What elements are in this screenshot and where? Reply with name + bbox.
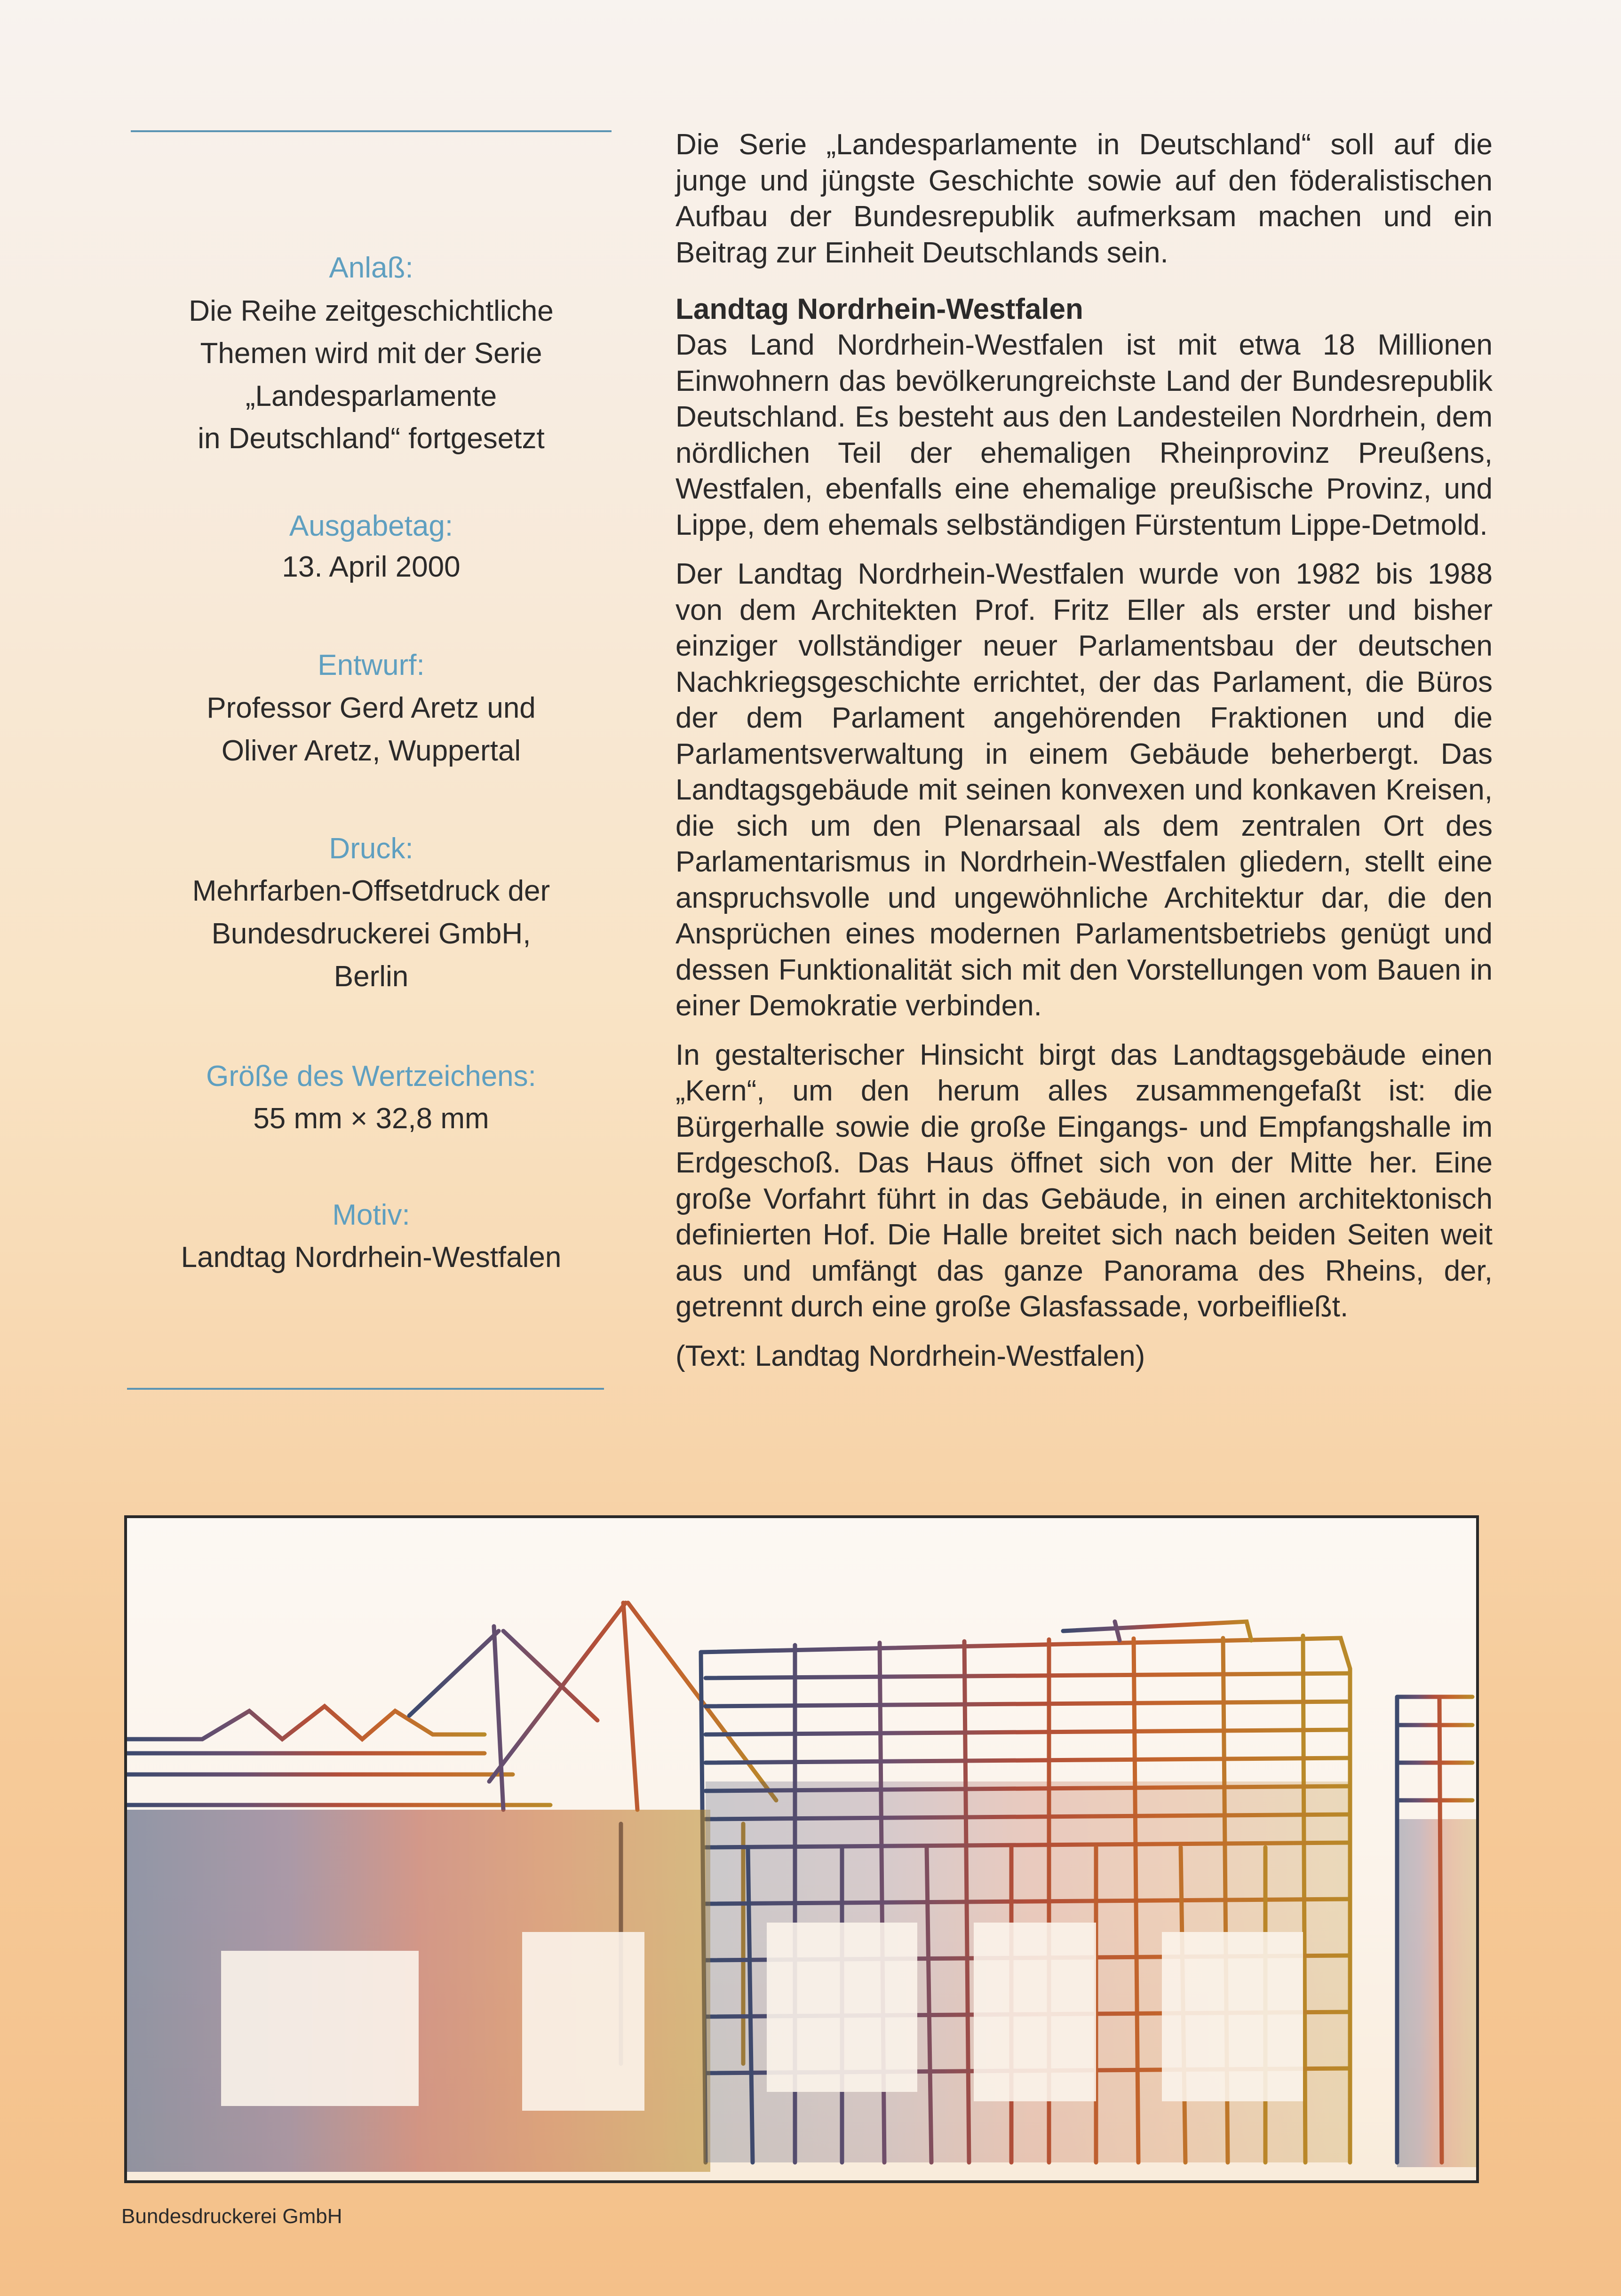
- paragraph-2: Der Landtag Nordrhein-Westfalen wurde von 1982 bis 1988 von dem Architekten Prof. Fritz Eller als erster und bisher einziger vollständiger neuer Parlamentsbau der deutschen Nachkriegsgeschichte errichtet, der das Parlament, die Büros der dem Parlament angehörenden Fraktionen und die Parlamentsverwaltung in einem Gebäude beherbergt. Das Landtagsgebäude mit seinen konvexen und konkaven Kreisen, die sich um den Plenarsaal als dem zentralen Ort des Parlamentarismus in Nordrhein-Westfalen gliedern, stellt eine anspruchsvolle und ungewöhnliche Architektur dar, die den Ansprüchen eines modernen Parlamentsbetriebs genügt und dessen Funktionalität sich mit den Vorstellungen vom Bauen in einer Demokratie verbinden.: [675, 558, 1493, 1022]
- stamp-motif-illustration: [124, 1515, 1479, 2183]
- occasion-label: Anlaß:: [329, 252, 413, 284]
- stamp-size-value: 55 mm × 32,8 mm: [253, 1102, 489, 1135]
- occasion-line-2: Themen wird mit der Serie: [200, 337, 542, 370]
- design-line-1: Professor Gerd Aretz und: [207, 692, 536, 724]
- design-line-2: Oliver Aretz, Wuppertal: [221, 735, 521, 767]
- stamp-size-label: Größe des Wertzeichens:: [206, 1060, 536, 1093]
- printing-label: Druck:: [329, 832, 413, 865]
- printing-line-3: Berlin: [334, 960, 409, 993]
- occasion-line-4: in Deutschland“ fortgesetzt: [198, 422, 545, 455]
- publisher-credit: Bundesdruckerei GmbH: [121, 2205, 342, 2228]
- occasion-line-3: „Landesparlamente: [245, 380, 497, 412]
- text-source: (Text: Landtag Nordrhein-Westfalen): [675, 1339, 1145, 1372]
- printing-line-2: Bundesdruckerei GmbH,: [211, 918, 531, 950]
- motif-label: Motiv:: [332, 1199, 410, 1231]
- paragraph-3: In gestalterischer Hinsicht birgt das Landtagsgebäude einen „Kern“, um den herum alles zusammengefaßt ist: die Bürgerhalle sowie die große Eingangs- und Empfangshalle im Erdgeschoß. Das Haus öffnet sich von der Mitte her. Eine große Vorfahrt führt in das Gebäude, in einen architektonisch definierten Hof. Die Halle breitet sich nach beiden Seiten weit aus und umfängt das ganze Panorama des Rheins, der, getrennt durch eine große Glasfassade, vorbeifließt.: [675, 1038, 1493, 1323]
- design-label: Entwurf:: [318, 649, 425, 681]
- occasion-line-1: Die Reihe zeitgeschichtliche: [189, 295, 554, 327]
- top-divider: [131, 130, 612, 132]
- printing-line-1: Mehrfarben-Offsetdruck der: [192, 875, 550, 907]
- issue-date-value: 13. April 2000: [282, 551, 461, 583]
- intro-paragraph: Die Serie „Landesparlamente in Deutschland“ soll auf die junge und jüngste Geschichte sowie auf den föderalistischen Aufbau der Bundesrepublik aufmerksam machen und ein Beitrag zur Einheit Deutschlands sein.: [675, 128, 1493, 269]
- bottom-divider: [127, 1388, 604, 1390]
- section-heading: Landtag Nordrhein-Westfalen: [675, 293, 1083, 325]
- landtag-building-sketch: [127, 1518, 1476, 2180]
- issue-date-label: Ausgabetag:: [289, 510, 453, 542]
- article-column: [675, 127, 1493, 1374]
- motif-value: Landtag Nordrhein-Westfalen: [181, 1241, 562, 1274]
- paragraph-1: Das Land Nordrhein-Westfalen ist mit etwa 18 Millionen Einwohnern das bevölkerungreichste Land der Bundesrepublik Deutschland. Es besteht aus den Landesteilen Nordrhein, dem nördlichen Teil der ehemaligen Rheinprovinz Preußens, Westfalen, ebenfalls eine ehemalige preußische Provinz, und Lippe, dem ehemals selbständigen Fürstentum Lippe-Detmold.: [675, 329, 1493, 541]
